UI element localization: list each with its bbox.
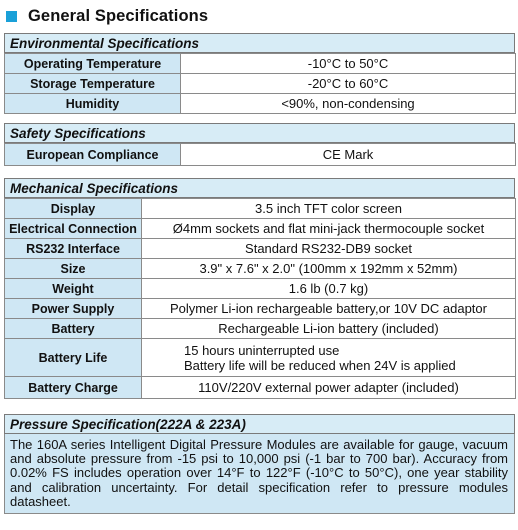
spec-value: Polymer Li-ion rechargeable battery,or 10V DC adaptor [142,299,516,319]
spec-value: <90%, non-condensing [181,94,516,114]
safety-section [4,123,515,166]
safety-table [4,143,516,166]
spec-value: 1.6 lb (0.7 kg) [142,279,516,299]
spec-label: Display [5,199,142,219]
safety-header: Safety Specifications [4,123,515,143]
environmental-section [4,33,515,114]
spec-label: Weight [5,279,142,299]
environmental-header: Environmental Specifications [4,33,515,53]
mechanical-section [4,178,515,399]
spec-label: Size [5,259,142,279]
table-row [5,339,516,377]
spec-label: Storage Temperature [5,74,181,94]
spec-value: 110V/220V external power adapter (included) [142,377,516,399]
table-row [5,279,516,299]
spec-value: 3.5 inch TFT color screen [142,199,516,219]
battery-life-line-2: Battery life will be reduced when 24V is applied [184,357,456,373]
spec-label: Operating Temperature [5,54,181,74]
spec-label: Humidity [5,94,181,114]
spec-value: -10°C to 50°C [181,54,516,74]
pressure-description: The 160A series Intelligent Digital Pressure Modules are available for gauge, vacuum and absolute pressure from -15 psi to 10,000 psi (-1 bar to 700 bar). Accuracy from 0.02% FS includes operation over 14°F to 122°F (-10°C to 50°C), one year stability and calibration uncertainty. For detail specification refer to pressure modules datasheet. [4,434,515,514]
page-title: General Specifications [28,6,209,25]
spec-value: Ø4mm sockets and flat mini-jack thermocouple socket [142,219,516,239]
table-row [5,319,516,339]
pressure-section [4,414,515,514]
spec-value: -20°C to 60°C [181,74,516,94]
spec-label: Battery [5,319,142,339]
spec-label: Electrical Connection [5,219,142,239]
spec-label: Battery Charge [5,377,142,399]
table-row [5,74,516,94]
spec-label: European Compliance [5,144,181,166]
table-row [5,54,516,74]
table-row [5,144,516,166]
mechanical-header: Mechanical Specifications [4,178,515,198]
pressure-header: Pressure Specification(222A & 223A) [4,414,515,434]
spec-label: Power Supply [5,299,142,319]
spec-value: Rechargeable Li-ion battery (included) [142,319,516,339]
spec-value: 3.9" x 7.6" x 2.0" (100mm x 192mm x 52mm) [142,259,516,279]
table-row [5,299,516,319]
environmental-table [4,53,516,114]
spec-label: RS232 Interface [5,239,142,259]
table-row [5,239,516,259]
table-row [5,219,516,239]
title-square-icon [6,11,17,22]
spec-value [142,339,516,377]
table-row [5,259,516,279]
page-title-row [6,4,208,28]
battery-life-line-1: 15 hours uninterrupted use [184,342,340,358]
spec-value: CE Mark [181,144,516,166]
mechanical-table [4,198,516,399]
table-row [5,199,516,219]
spec-value: Standard RS232-DB9 socket [142,239,516,259]
spec-label: Battery Life [5,339,142,377]
table-row [5,94,516,114]
table-row [5,377,516,399]
